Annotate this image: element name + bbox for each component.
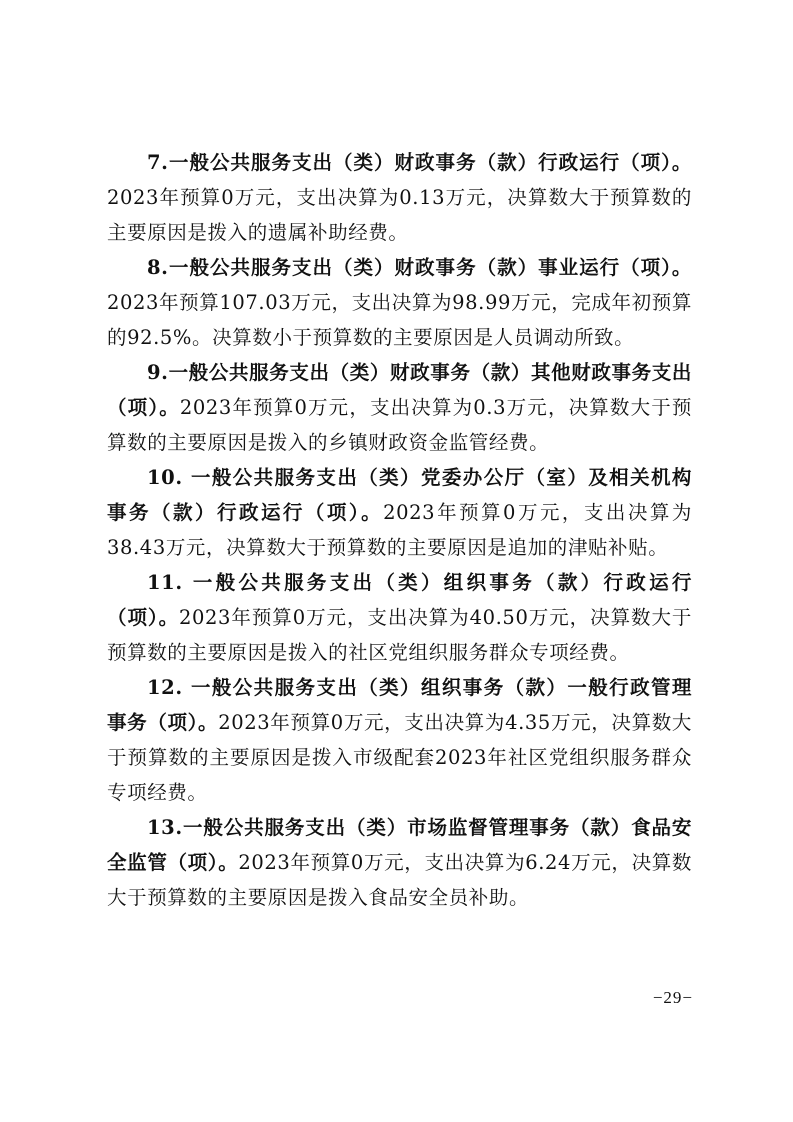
item-body: 2023年预算0万元，支出决算为38.43万元，决算数大于预算数的主要原因是追加的津贴补贴。 <box>107 501 692 559</box>
item-number: 9. <box>147 361 169 384</box>
page-number: −29− <box>652 988 693 1007</box>
item-number: 7. <box>147 151 169 174</box>
document-body <box>107 145 692 915</box>
item-heading: 一般公共服务支出（类）党委办公厅（室）及相关机构事务（款）行政运行（项）。 <box>107 466 692 524</box>
item-body: 2023年预算0万元，支出决算为6.24万元，决算数大于预算数的主要原因是拨入食品安全员补助。 <box>107 851 692 909</box>
item-body: 2023年预算0万元，支出决算为4.35万元，决算数大于预算数的主要原因是拨入市级配套2023年社区党组织服务群众专项经费。 <box>107 711 692 804</box>
item-heading: 一般公共服务支出（类）组织事务（款）一般行政管理事务（项）。 <box>107 676 692 734</box>
item-number: 10. <box>147 466 191 489</box>
paragraph-9 <box>107 355 692 460</box>
item-number: 8. <box>147 256 169 279</box>
paragraph-7 <box>107 145 692 250</box>
item-number: 12. <box>147 676 191 699</box>
item-body: 2023年预算0万元，支出决算为0.13万元，决算数大于预算数的主要原因是拨入的遗属补助经费。 <box>107 186 692 244</box>
item-heading: 一般公共服务支出（类）财政事务（款）行政运行（项）。 <box>168 151 692 174</box>
item-heading: 一般公共服务支出（类）财政事务（款）事业运行（项）。 <box>168 256 692 279</box>
paragraph-11 <box>107 565 692 670</box>
item-number: 13. <box>147 816 183 839</box>
paragraph-13 <box>107 810 692 915</box>
item-body: 2023年预算107.03万元，支出决算为98.99万元，完成年初预算的92.5%。决算数小于预算数的主要原因是人员调动所致。 <box>107 291 692 349</box>
item-heading: 一般公共服务支出（类）组织事务（款）行政运行（项）。 <box>107 571 692 629</box>
paragraph-8 <box>107 250 692 355</box>
item-heading: 一般公共服务支出（类）财政事务（款）其他财政事务支出（项）。 <box>107 361 692 419</box>
item-heading: 一般公共服务支出（类）市场监督管理事务（款）食品安全监管（项）。 <box>107 816 692 874</box>
paragraph-12 <box>107 670 692 810</box>
item-body: 2023年预算0万元，支出决算为0.3万元，决算数大于预算数的主要原因是拨入的乡镇财政资金监管经费。 <box>107 396 692 454</box>
paragraph-10 <box>107 460 692 565</box>
item-number: 11. <box>147 571 193 594</box>
item-body: 2023年预算0万元，支出决算为40.50万元，决算数大于预算数的主要原因是拨入的社区党组织服务群众专项经费。 <box>107 606 692 664</box>
